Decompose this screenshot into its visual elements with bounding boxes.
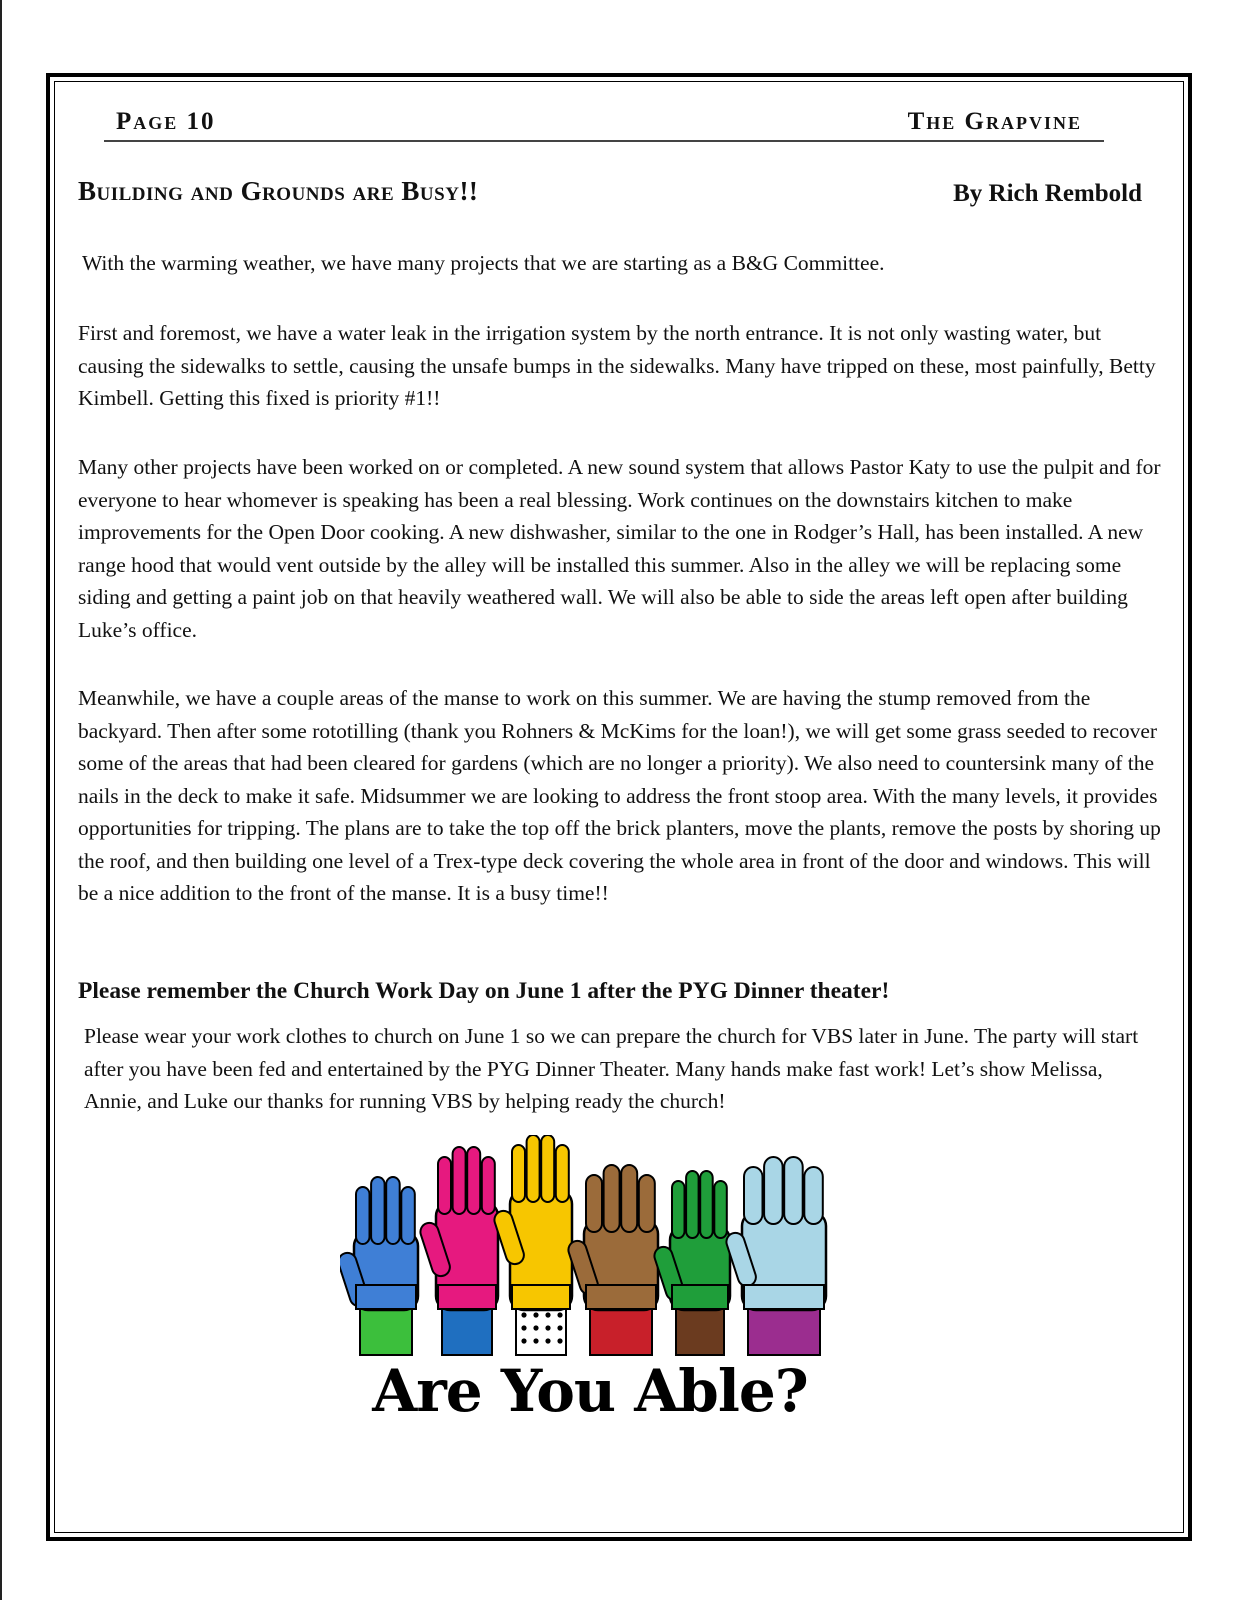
- article-title: Building and Grounds are Busy!!: [78, 176, 479, 206]
- brown-glove: [566, 1165, 658, 1355]
- sleeve-polka-dot: [545, 1312, 550, 1317]
- green-glove-finger: [672, 1181, 685, 1238]
- light-blue-glove: [724, 1157, 826, 1355]
- brown-glove-cuff: [586, 1285, 656, 1309]
- yellow-glove-finger: [556, 1145, 569, 1202]
- green-glove-finger: [686, 1171, 699, 1238]
- yellow-glove-cuff: [512, 1285, 570, 1309]
- illustration-caption: Are You Able?: [372, 1357, 808, 1425]
- green-glove-sleeve: [676, 1305, 724, 1355]
- pink-glove-finger: [438, 1157, 451, 1214]
- brown-glove-finger: [604, 1165, 620, 1232]
- publication-name: The Grapvine: [907, 108, 1082, 135]
- pink-glove: [418, 1147, 498, 1355]
- sleeve-polka-dot: [533, 1325, 538, 1330]
- light-blue-glove-finger: [744, 1167, 763, 1224]
- green-glove-finger: [700, 1171, 713, 1238]
- light-blue-glove-finger: [764, 1157, 783, 1224]
- sleeve-polka-dot: [533, 1338, 538, 1343]
- sleeve-polka-dot: [521, 1338, 526, 1343]
- article-paragraph-1: With the warming weather, we have many projects that we are starting as a B&G Committee.: [82, 251, 885, 275]
- page-number: Page 10: [116, 108, 216, 135]
- article-paragraph-3: Many other projects have been worked on or completed. A new sound system that allows Pastor Katy to use the pulpit and for everyone to hear whomever is speaking has been a real blessing. Work continues on the downstairs kitchen to make improvements for the Open Door cooking. A new dishwasher, similar to the one in Rodger’s Hall, has been installed. A new range hood that would vent outside by the alley will be installed this summer. Also in the alley we will be replacing some siding and getting a paint job on that heavily weathered wall. We will also be able to side the areas left open after building Luke’s office.: [78, 455, 1161, 642]
- sleeve-polka-dot: [533, 1312, 538, 1317]
- brown-glove-sleeve: [590, 1305, 652, 1355]
- sleeve-polka-dot: [521, 1312, 526, 1317]
- blue-glove-sleeve: [360, 1305, 412, 1355]
- light-blue-glove-finger: [804, 1167, 823, 1224]
- yellow-glove-finger: [541, 1135, 554, 1202]
- article-byline: By Rich Rembold: [953, 180, 1142, 207]
- yellow-glove: [492, 1135, 572, 1355]
- sleeve-polka-dot: [557, 1338, 562, 1343]
- sleeve-polka-dot: [557, 1325, 562, 1330]
- article-paragraph-2: First and foremost, we have a water leak in the irrigation system by the north entrance. It is not only wasting water, but causing the sidewalks to settle, causing the unsafe bumps in the sidewalks. Many have tripped on these, most painfully, Betty Kimbell. Getting this fixed is priority #1!!: [78, 321, 1156, 410]
- workday-paragraph: Please wear your work clothes to church on June 1 so we can prepare the church for VBS later in June. The party will start after you have been fed and entertained by the PYG Dinner Theater. Many hands make fast work! Let’s show Melissa, Annie, and Luke our thanks for running VBS by helping ready the church!: [84, 1024, 1139, 1113]
- pink-glove-sleeve: [442, 1305, 492, 1355]
- light-blue-glove-finger: [784, 1157, 803, 1224]
- brown-glove-finger: [586, 1175, 602, 1232]
- yellow-glove-finger: [512, 1145, 525, 1202]
- sleeve-polka-dot: [521, 1325, 526, 1330]
- blue-glove: [340, 1177, 418, 1355]
- blue-glove-finger: [371, 1177, 385, 1244]
- blue-glove-finger: [356, 1187, 370, 1244]
- gloves-graphic: [340, 1135, 860, 1360]
- green-glove-finger: [714, 1181, 727, 1238]
- page-header: [104, 108, 1104, 142]
- article-paragraph-4: Meanwhile, we have a couple areas of the manse to work on this summer. We are having the stump removed from the backyard. Then after some rototilling (thank you Rohners & McKims for the loan!), we will get some grass seeded to recover some of the areas that had been cleared for gardens (which are no longer a priority). We also need to countersink many of the nails in the deck to make it safe. Midsummer we are looking to address the front stoop area. With the many levels, it provides opportunities for tripping. The plans are to take the top off the brick planters, move the plants, remove the posts by shoring up the roof, and then building one level of a Trex-type deck covering the whole area in front of the door and windows. This will be a nice addition to the front of the manse. It is a busy time!!: [78, 686, 1161, 905]
- sleeve-polka-dot: [545, 1338, 550, 1343]
- pink-glove-finger: [482, 1157, 495, 1214]
- green-glove-cuff: [672, 1285, 728, 1309]
- light-blue-glove-sleeve: [748, 1305, 820, 1355]
- left-edge-rule: [0, 0, 2, 1600]
- green-glove: [652, 1171, 730, 1355]
- blue-glove-cuff: [356, 1285, 416, 1309]
- workday-heading: Please remember the Church Work Day on June 1 after the PYG Dinner theater!: [78, 978, 890, 1004]
- sleeve-polka-dot: [545, 1325, 550, 1330]
- blue-glove-finger: [386, 1177, 400, 1244]
- pink-glove-cuff: [438, 1285, 496, 1309]
- brown-glove-finger: [639, 1175, 655, 1232]
- gloves-illustration: [340, 1135, 860, 1435]
- blue-glove-finger: [401, 1187, 415, 1244]
- brown-glove-finger: [621, 1165, 637, 1232]
- pink-glove-finger: [467, 1147, 480, 1214]
- sleeve-polka-dot: [557, 1312, 562, 1317]
- pink-glove-finger: [453, 1147, 466, 1214]
- light-blue-glove-cuff: [744, 1285, 824, 1309]
- yellow-glove-finger: [527, 1135, 540, 1202]
